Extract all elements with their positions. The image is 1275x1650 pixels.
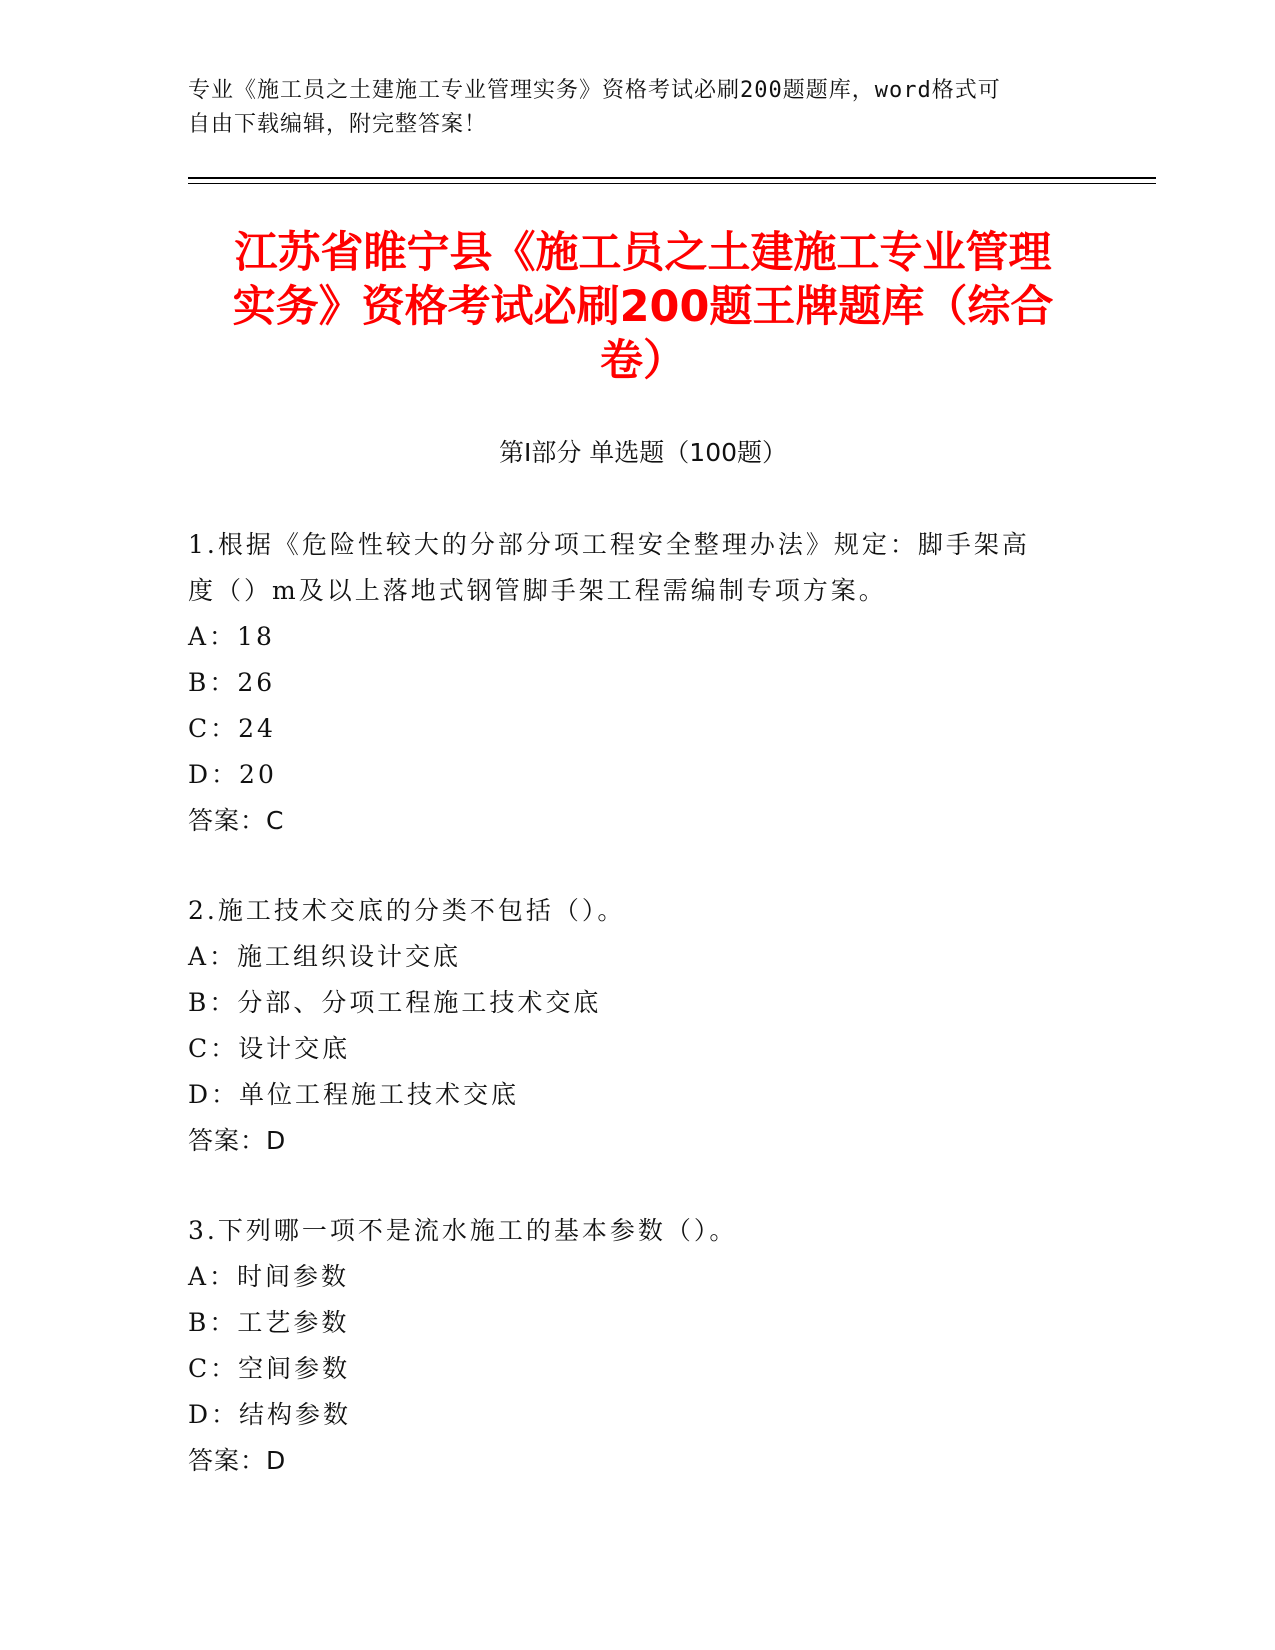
option-a: A：施工组织设计交底 [188, 942, 462, 971]
option-d: D：单位工程施工技术交底 [188, 1080, 520, 1109]
question-1 [188, 522, 1068, 844]
question-stem-line: 度（）m及以上落地式钢管脚手架工程需编制专项方案。 [188, 576, 887, 605]
header-note-line-2: 自由下载编辑，附完整答案！ [188, 112, 488, 137]
option-c: C：空间参数 [188, 1354, 351, 1383]
question-stem-line: 3.下列哪一项不是流水施工的基本参数（）。 [188, 1216, 738, 1245]
option-c: C：24 [188, 714, 276, 743]
header-divider-thin [188, 183, 1156, 184]
option-a: A：时间参数 [188, 1262, 350, 1291]
header-note-line-1: 专业《施工员之土建施工专业管理实务》资格考试必刷200题题库，word格式可 [188, 78, 1001, 103]
question-3 [188, 1208, 1068, 1484]
option-a: A：18 [188, 622, 275, 651]
title-line-3: 卷） [600, 336, 686, 386]
answer-key: 答案：C [188, 806, 285, 835]
question-stem-line: 1.根据《危险性较大的分部分项工程安全整理办法》规定：脚手架高 [188, 530, 1030, 559]
question-list [188, 522, 1068, 1528]
option-b: B：26 [188, 668, 276, 697]
option-b: B：工艺参数 [188, 1308, 350, 1337]
answer-key: 答案：D [188, 1446, 287, 1475]
title-line-1: 江苏省睢宁县《施工员之土建施工专业管理 [234, 228, 1052, 278]
document-title [188, 226, 1098, 388]
answer-key: 答案：D [188, 1126, 287, 1155]
option-b: B：分部、分项工程施工技术交底 [188, 988, 602, 1017]
header-divider-thick [188, 177, 1156, 179]
section-heading: 第I部分 单选题（100题） [498, 438, 788, 467]
question-stem-line: 2.施工技术交底的分类不包括（）。 [188, 896, 626, 925]
option-d: D：结构参数 [188, 1400, 352, 1429]
question-2 [188, 888, 1068, 1164]
title-line-2: 实务》资格考试必刷200题王牌题库（综合 [232, 282, 1054, 332]
option-c: C：设计交底 [188, 1034, 351, 1063]
option-d: D：20 [188, 760, 277, 789]
document-header-note [188, 74, 1088, 142]
